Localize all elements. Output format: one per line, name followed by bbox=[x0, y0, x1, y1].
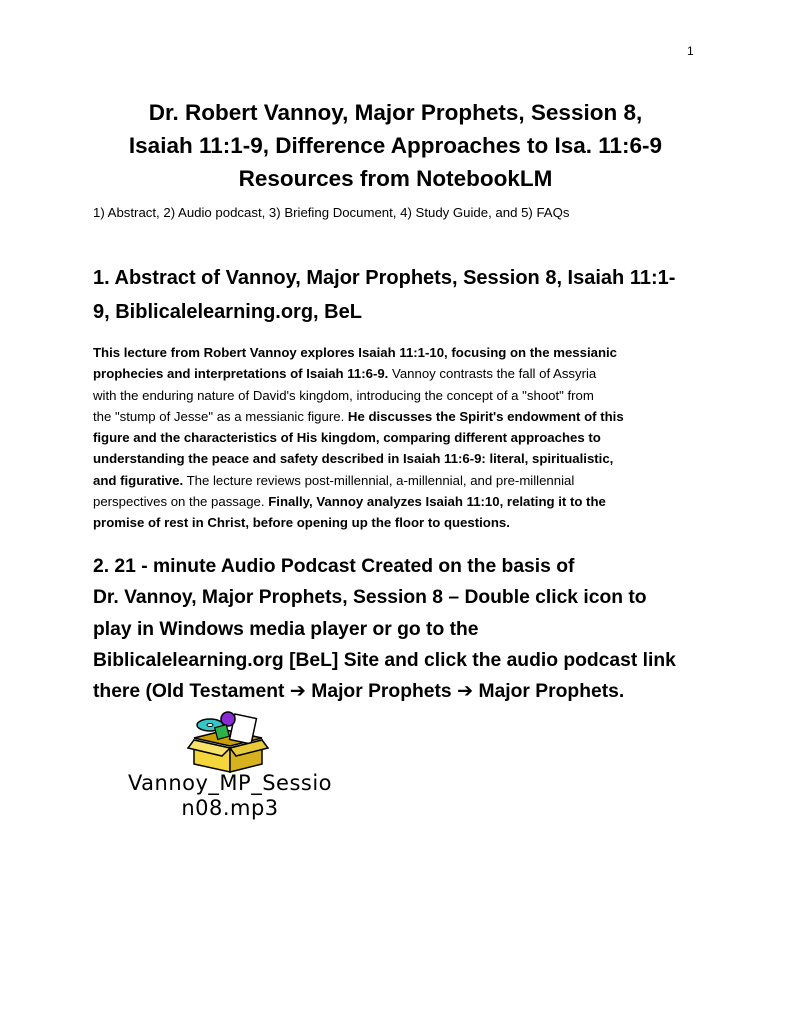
abstract-line bbox=[93, 342, 713, 363]
abstract-line bbox=[93, 363, 713, 384]
attachment-filename-line-1: Vannoy_MP_Sessio bbox=[127, 771, 333, 795]
abstract-text-segment: prophecies and interpretations of Isaiah 11:6-9. bbox=[93, 366, 389, 382]
abstract-text-segment: The lecture reviews post-millennial, a-millennial, and pre-millennial bbox=[183, 472, 575, 488]
abstract-line bbox=[93, 491, 713, 512]
abstract-text-segment: Finally, Vannoy analyzes Isaiah 11:10, relating it to the bbox=[268, 494, 606, 510]
section2-heading-line: 2. 21 - minute Audio Podcast Created on the basis of bbox=[93, 556, 575, 577]
abstract-text-segment: He discusses the Spirit's endowment of this bbox=[347, 408, 624, 424]
package-icon[interactable] bbox=[186, 710, 270, 774]
abstract-line bbox=[93, 512, 713, 533]
title-line-3: Resources from NotebookLM bbox=[238, 166, 553, 191]
abstract-line bbox=[93, 427, 713, 448]
section1-heading-line-2: 9, Biblicalelearning.org, BeL bbox=[93, 301, 362, 323]
title-line-2: Isaiah 11:1-9, Difference Approaches to Isa. 11:6-9 bbox=[128, 133, 663, 158]
section1-heading-line-1: 1. Abstract of Vannoy, Major Prophets, Session 8, Isaiah 11:1- bbox=[93, 267, 676, 289]
abstract-paragraph bbox=[93, 342, 713, 534]
attachment-filename[interactable] bbox=[90, 771, 370, 821]
abstract-text-segment: with the enduring nature of David's kingdom, introducing the concept of a "shoot" from bbox=[93, 387, 594, 403]
abstract-text-segment: understanding the peace and safety described in Isaiah 11:6-9: literal, spiritualistic, bbox=[93, 451, 614, 467]
abstract-text-segment: This lecture from Robert Vannoy explores Isaiah 11:1-10, focusing on the messianic bbox=[93, 345, 617, 360]
section2-heading-line: Dr. Vannoy, Major Prophets, Session 8 – Double click icon to bbox=[93, 587, 647, 609]
attachment-filename-line-2: n08.mp3 bbox=[181, 796, 279, 820]
abstract-line bbox=[93, 385, 713, 406]
abstract-line bbox=[93, 470, 713, 491]
abstract-line bbox=[93, 406, 713, 427]
package-icon-graphic bbox=[186, 710, 270, 774]
abstract-text-segment: the "stump of Jesse" as a messianic figure. bbox=[93, 408, 348, 424]
page-number: 1 bbox=[687, 44, 694, 58]
section2-heading-line: play in Windows media player or go to the bbox=[93, 618, 479, 640]
abstract-text-segment: Vannoy contrasts the fall of Assyria bbox=[388, 366, 597, 382]
resources-list: 1) Abstract, 2) Audio podcast, 3) Briefing Document, 4) Study Guide, and 5) FAQs bbox=[93, 205, 570, 220]
page-title bbox=[60, 96, 731, 195]
section1-heading bbox=[93, 261, 713, 329]
abstract-text-segment: perspectives on the passage. bbox=[93, 494, 269, 510]
abstract-line bbox=[93, 448, 713, 469]
abstract-text-segment: and figurative. bbox=[93, 472, 184, 488]
section2-heading bbox=[93, 551, 733, 707]
abstract-text-segment: figure and the characteristics of His kingdom, comparing different approaches to bbox=[93, 430, 601, 446]
section2-heading-line: there (Old Testament ➔ Major Prophets ➔ Major Prophets. bbox=[93, 681, 625, 703]
title-line-1: Dr. Robert Vannoy, Major Prophets, Session 8, bbox=[148, 100, 643, 125]
abstract-text-segment: promise of rest in Christ, before opening up the floor to questions. bbox=[93, 515, 510, 531]
section2-heading-line: Biblicalelearning.org [BeL] Site and click the audio podcast link bbox=[93, 649, 676, 671]
